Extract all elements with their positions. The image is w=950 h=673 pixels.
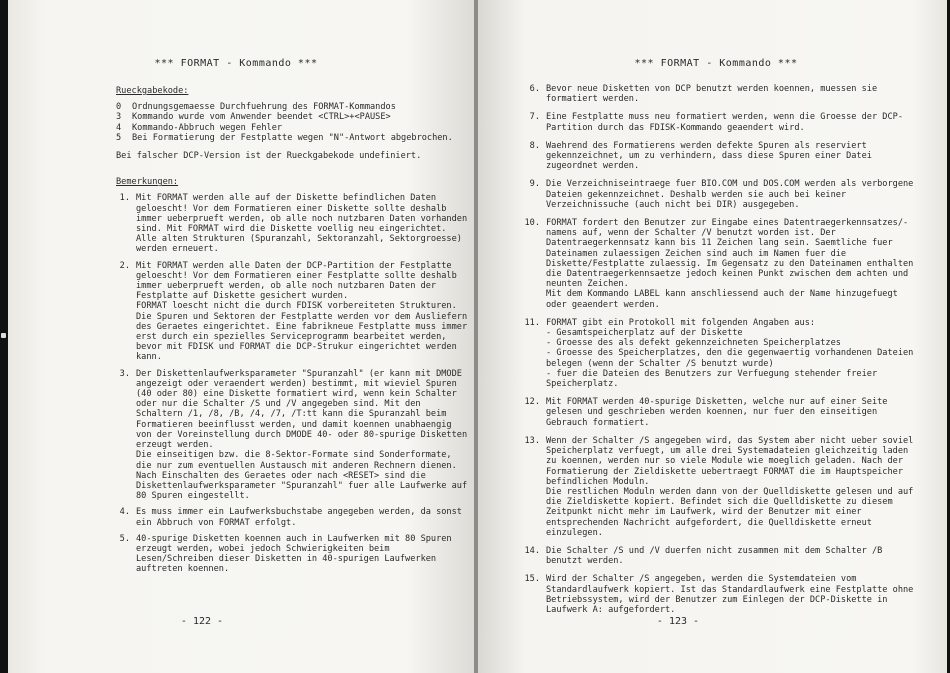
remarks-list <box>116 193 468 574</box>
remark-item <box>524 141 916 172</box>
return-code-text: Bei Formatierung der Festplatte wegen "N"-Antwort abgebrochen. <box>132 132 453 143</box>
remark-number: 11. <box>524 317 540 328</box>
return-code: 3 <box>116 112 122 123</box>
page-header: *** FORMAT - Kommando *** <box>634 58 798 69</box>
remark-number: 12. <box>524 397 540 408</box>
version-note: Bei falscher DCP-Version ist der Rueckgabekode undefiniert. <box>116 151 422 162</box>
remark-number: 8. <box>529 140 540 151</box>
remark-item <box>524 397 916 428</box>
return-code-row <box>116 123 468 133</box>
remark-number: 5. <box>119 533 130 544</box>
return-code: 4 <box>116 122 122 133</box>
page-number: - 122 - <box>180 616 224 627</box>
remark-item <box>116 261 468 363</box>
remark-number: 14. <box>524 545 540 556</box>
return-code: 0 <box>116 102 122 113</box>
remark-text: Wenn der Schalter /S angegeben wird, das System aber nicht ueber soviel Speicherplatz verfuegt, um alle drei Systemadateien gleichzeitig laden zu koennen, werden nur so viele Module wie moeglich geladen. Nach der Formatierung der Zieldiskette uebertraegt FORMAT die im Hauptspeicher befindlichen Moduln. Die restlichen Moduln werden dann von der Quelldiskette gelesen und auf die Zieldiskette kopiert. Befindet sich die Quelldiskette zu diesem Zeitpunkt nicht mehr im Laufwerk, wird der Benutzer mit einer entsprechenden Nachricht aufgefordert, die Quelldiskette erneut einzulegen. <box>546 435 914 538</box>
return-code-row <box>116 133 468 143</box>
remark-item <box>524 436 916 538</box>
remark-number: 6. <box>529 84 540 94</box>
page-header: *** FORMAT - Kommando *** <box>154 58 318 69</box>
remark-number: 13. <box>524 435 540 446</box>
return-code-row <box>116 102 468 112</box>
remark-text: 40-spurige Disketten koennen auch in Laufwerken mit 80 Spuren erzeugt werden, wobei jedoch Schwierigkeiten beim Lesen/Schreiben dieser Disketten in 40-spurigen Laufwerken auftreten koennen. <box>136 533 452 575</box>
remarks-list <box>524 84 916 615</box>
remark-number: 1. <box>119 193 130 204</box>
remark-text: Wird der Schalter /S angegeben, werden die Systemdateien vom Standardlaufwerk kopiert. Ist das Standardlaufwerk eine Festplatte ohne Betriebssystem, wird der Benutzer zum Einlegen der DCP-Diskette in Laufwerk A: aufgefordert. <box>546 574 914 615</box>
remark-text: Es muss immer ein Laufwerksbuchstabe angegeben werden, da sonst ein Abbruch von FORMAT erfolgt. <box>136 507 462 528</box>
remark-text: Mit FORMAT werden 40-spurige Disketten, welche nur auf einer Seite gelesen und geschrieben werden koennen, nur fuer den einseitigen Gebrauch formatiert. <box>546 397 888 428</box>
left-page-content <box>116 86 468 581</box>
return-code: 5 <box>116 132 122 143</box>
return-code-text: Kommando wurde vom Anwender beendet <CTRL>+<PAUSE> <box>132 112 391 123</box>
right-page-content <box>524 84 916 623</box>
right-page <box>478 0 950 673</box>
remark-item <box>116 369 468 502</box>
return-codes-heading: Rueckgabekode: <box>116 86 189 96</box>
page-number: - 123 - <box>656 616 700 627</box>
remark-number: 4. <box>119 507 130 518</box>
remark-text: Eine Festplatte muss neu formatiert werden, wenn die Groesse der DCP-Partition durch das FDISK-Kommando geaendert wird. <box>546 112 903 133</box>
remark-item <box>524 112 916 132</box>
remark-text: FORMAT gibt ein Protokoll mit folgenden Angaben aus: - Gesamtspeicherplatz auf der Diskette - Groesse des als defekt gekennzeichneten Speicherplatzes - Groesse des Speicherplatzes, den die gegenwaertig vorhandenen Dateien belegen (wenn der Schalter /S benutzt wurde) - fuer die Dateien des Benutzers zur Verfuegung stehender freier Speicherplatz. <box>546 317 914 390</box>
remark-text: Der Diskettenlaufwerksparameter "Spuranzahl" (er kann mit DMODE angezeigt oder veraendert werden) bestimmt, mit wieviel Spuren (40 oder 80) eine Diskette formatiert wird, wenn kein Schalter oder nur die Schalter /S und /V angegeben sind. Mit den Schaltern /1, /8, /B, /4, /7, /T:tt kann die Spuranzahl beim Formatieren beeinflusst werden, und damit koennen unabhaengig von der Voreinstellung durch DMODE 40- oder 80-spurige Disketten erzeugt werden. Die einseitigen bzw. die 8-Sektor-Formate sind Sonderformate, die nur zum eventuellen Austausch mit anderen Rechnern dienen. Nach Einschalten des Geraetes oder nach <RESET> sind die Diskettenlaufwerksparameter "Spuranzahl" fuer alle Laufwerke auf 80 Spuren eingestellt. <box>136 368 468 502</box>
remark-number: 7. <box>529 112 540 123</box>
remark-item <box>116 534 468 575</box>
left-page <box>8 0 476 673</box>
remark-text: Die Verzeichniseintraege fuer BIO.COM und DOS.COM werden als verborgene Dateien gekennzeichnet. Deshalb werden sie auch bei keiner Verzeichnissuche (auch nicht bei DIR) ausgegeben. <box>546 179 914 210</box>
remarks-heading: Bemerkungen: <box>116 177 179 188</box>
return-code-text: Kommando-Abbruch wegen Fehler <box>132 122 283 133</box>
return-codes-list <box>116 102 468 143</box>
remark-item <box>524 179 916 210</box>
remark-item <box>116 193 468 254</box>
remark-text: Mit FORMAT werden alle auf der Diskette befindlichen Daten geloescht! Vor dem Formatieren einer Diskette sollte deshalb immer ueberprueft werden, ob alle noch nutzbaren Daten vorhanden sind. Mit FORMAT wird die Diskette voellig neu eingerichtet. Alle alten Strukturen (Spuranzahl, Sektoranzahl, Sektorgroesse) werden erneuert. <box>136 193 468 255</box>
remark-item <box>524 84 916 104</box>
remark-item <box>524 218 916 310</box>
scan-mark <box>1 333 6 338</box>
remark-number: 15. <box>524 574 540 585</box>
remark-text: FORMAT fordert den Benutzer zur Eingabe eines Datentraegerkennsatzes/-namens auf, wenn der Schalter /V benutzt worden ist. Der Datentraegerkennsatz kann bis 11 Zeichen lang sein. Saemtliche fuer Dateinamen zulaessigen Zeichen sind auch im Namen fuer die Diskette/Festplatte zulaessig. Im Gegensatz zu den Dateinamen enthalten die Datentraegerkennsaetze jedoch keinen Punkt zwischen dem achten und neunten Zeichen. Mit dem Kommando LABEL kann anschliessend auch der Name hinzugefuegt oder geaendert werden. <box>546 218 914 310</box>
remark-text: Die Schalter /S und /V duerfen nicht zusammen mit dem Schalter /B benutzt werden. <box>546 545 883 567</box>
remark-item <box>524 546 916 566</box>
remark-text: Waehrend des Formatierens werden defekte Spuren als reserviert gekennzeichnet, um zu verhindern, dass diese Spuren einer Datei zugeordnet werden. <box>546 140 872 172</box>
remark-item <box>524 574 916 615</box>
return-code-row <box>116 112 468 122</box>
return-code-text: Ordnungsgemaesse Durchfuehrung des FORMAT-Kommandos <box>132 102 396 113</box>
remark-number: 10. <box>524 218 540 229</box>
remark-number: 2. <box>119 260 130 271</box>
remark-number: 9. <box>529 179 540 190</box>
remark-number: 3. <box>119 368 130 379</box>
remark-item <box>524 318 916 389</box>
remark-text: Bevor neue Disketten von DCP benutzt werden koennen, muessen sie formatiert werden. <box>546 84 878 105</box>
remark-text: Mit FORMAT werden alle Daten der DCP-Partition der Festplatte geloescht! Vor dem Formatieren einer Festplatte sollte deshalb immer ueberprueft werden, ob alle noch nutzbaren Daten der Festplatte auf Diskette gesichert wurden. FORMAT loescht nicht die durch FDISK vorbereiteten Strukturen. Die Spuren und Sektoren der Festplatte werden vor dem Ausliefern des Geraetes eingerichtet. Eine fabrikneue Festplatte muss immer erst durch ein spezielles Serviceprogramm bearbeitet werden, bevor mit FDISK und FORMAT die DCP-Strukur eingerichtet werden kann. <box>136 260 468 363</box>
remark-item <box>116 507 468 527</box>
